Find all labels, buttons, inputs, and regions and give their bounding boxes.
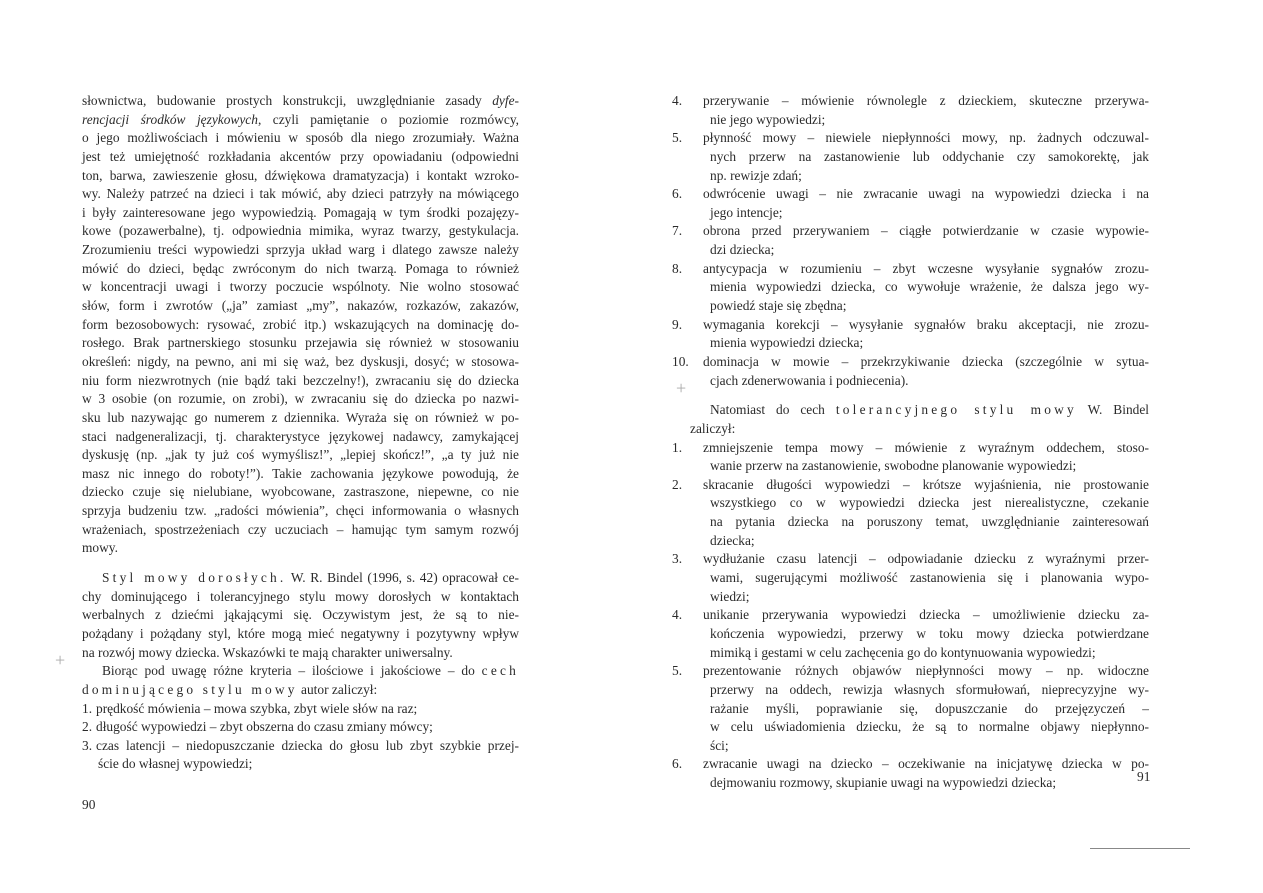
text-run: wydłużanie czasu latencji – odpowiadanie dziecku z wyraźnymi przer- (703, 551, 1149, 567)
text-run: kowe (pozawerbalne), tj. odpowiednia mimika, wyraz twarzy, gestykulacja. (82, 223, 519, 239)
list-item-text (703, 353, 1149, 372)
list-item-text (703, 476, 1149, 495)
text-run: długość wypowiedzi – zbyt obszerna do czasu zmiany mówcy; (96, 719, 433, 735)
list-number: 10. (672, 353, 689, 369)
spaced-emphasis: cech (481, 663, 519, 679)
text-line (82, 241, 519, 260)
list-item-line (82, 737, 519, 756)
text-run: dzi dziecka; (710, 242, 775, 258)
list-item-text (96, 737, 519, 756)
text-line (672, 681, 1149, 700)
text-run: ście do własnej wypowiedzi; (98, 756, 253, 772)
text-line (82, 167, 519, 186)
spaced-emphasis: dominującego stylu mowy (82, 681, 298, 697)
text-line (82, 111, 519, 130)
text-run: sprzyja budzeniu tzw. „radości mówienia”, chęci informowania o własnych (82, 503, 519, 519)
text-line (672, 420, 1149, 439)
list-item-text (703, 755, 1149, 774)
list-item-line (672, 755, 1149, 774)
text-line (672, 774, 1149, 793)
text-line (82, 588, 519, 607)
text-line (82, 353, 519, 372)
text-line (82, 662, 519, 681)
text-run: rażanie myśli, poprawianie się, dopuszczanie do przejęzyczeń – (710, 700, 1149, 716)
text-run: o jego możliwościach i mówieniu w sposób dla niego zrozumiały. Ważna (82, 130, 519, 146)
text-line (82, 316, 519, 335)
list-number: 4. (672, 607, 683, 623)
list-number: 9. (672, 316, 683, 332)
text-run: przerywanie – mówienie równolegle z dzieckiem, skuteczne przerywa- (703, 93, 1149, 108)
text-run: na pytania dziecka na poruszony temat, uwzględnianie zainteresowań (710, 514, 1149, 530)
text-line (82, 755, 519, 774)
list-number: 2. (672, 476, 683, 492)
text-run: wszystkiego co w wypowiedzi dziecka jest nierealistyczne, czekanie (710, 495, 1149, 511)
text-line (82, 409, 519, 428)
text-run: wymagania korekcji – wysyłanie sygnałów braku akceptacji, nie zrozu- (703, 316, 1149, 332)
text-run: jego intencje; (710, 204, 783, 220)
text-run: mienia wypowiedzi dziecka; (710, 335, 864, 351)
text-run: pożądany i pożądany styl, które mogą mieć negatywny i pozytywny wpływ (82, 625, 519, 641)
italic-term: dyfe- (492, 93, 519, 108)
text-line (672, 644, 1149, 663)
text-run: nych przerw na zastanowienie lub oddychanie czy samokorektę, jak (710, 148, 1149, 164)
left-page-text (82, 92, 519, 774)
text-run: skracanie długości wypowiedzi – krótsze wyjaśnienia, nie prostowanie (703, 476, 1149, 492)
text-run: słów, form i zwrotów („ja” zamiast „my”, nakazów, rozkazów, zakazów, (82, 298, 519, 314)
pencil-margin-mark: + (55, 650, 66, 670)
text-line (82, 428, 519, 447)
text-run: płynność mowy – niewiele niepłynności mowy, np. żadnych odczuwal- (703, 130, 1149, 146)
text-line (672, 625, 1149, 644)
text-run: zwracanie uwagi na dziecko – oczekiwanie na inicjatywę dziecka w po- (703, 756, 1149, 772)
text-run: prędkość mówienia – mowa szybka, zbyt wiele słów na raz; (96, 700, 418, 716)
list-item-line (672, 353, 1149, 372)
text-line (672, 334, 1149, 353)
text-line (82, 372, 519, 391)
text-line (672, 401, 1149, 420)
text-line (82, 625, 519, 644)
list-item-text (703, 185, 1149, 204)
text-run: wiedzi; (710, 588, 750, 604)
text-run: form bezosobowych: rysować, zrobić itp.) wskazujących na dominację do- (82, 316, 519, 332)
text-line (82, 569, 519, 588)
text-run: chy dominującego i tolerancyjnego stylu mowy dorosłych w kontaktach (82, 588, 519, 604)
text-run: odwrócenie uwagi – nie zwracanie uwagi na wypowiedzi dziecka i na (703, 186, 1149, 202)
text-run: na rozwój mowy dziecka. Wskazówki te mają charakter uniwersalny. (82, 644, 453, 660)
text-line (82, 644, 519, 663)
text-run: rosłego. Brak partnerskiego stosunku przejawia się również w stosowaniu (82, 335, 519, 351)
text-run: mienia wypowiedzi dziecka, co wywołuje wrażenie, że dalsza jego wy- (710, 279, 1149, 295)
text-line (82, 92, 519, 111)
list-item-line (672, 550, 1149, 569)
text-line (82, 185, 519, 204)
list-number: 8. (672, 260, 683, 276)
text-run: unikanie przerywania wypowiedzi dziecka – umożliwienie dziecku za- (703, 607, 1149, 623)
list-item-line (672, 260, 1149, 279)
text-line (82, 483, 519, 502)
text-run: W. Bindel (1076, 402, 1150, 418)
text-run: dejmowaniu rozmowy, skupianie uwagi na wypowiedzi dziecka; (710, 775, 1057, 791)
page-number-left: 90 (82, 797, 96, 812)
text-line (672, 513, 1149, 532)
text-line (672, 700, 1149, 719)
list-item-text (703, 550, 1149, 569)
text-run: kończenia wypowiedzi, przerwy w toku mowy dziecka potwierdzane (710, 625, 1149, 641)
text-run: ści; (710, 737, 729, 753)
text-run: wrażeniach, spostrzeżeniach czy uczuciach – hamując tym samym rozwój (82, 521, 519, 537)
text-line (82, 222, 519, 241)
list-number: 2. (82, 719, 93, 735)
text-run: werbalnych z dziećmi jąkającymi się. Oczywistym jest, że są to nie- (82, 607, 519, 623)
text-run: prezentowanie różnych objawów niepłynności mowy – np. widoczne (703, 663, 1149, 679)
text-run: określeń: nigdy, na pewno, ani mi się waż, bez dyskusji, dosyć; w stosowa- (82, 353, 519, 369)
text-run: słownictwa, budowanie prostych konstrukcji, uwzględnianie zasady (82, 93, 493, 108)
text-line (672, 372, 1149, 391)
list-item-line (672, 662, 1149, 681)
text-line (82, 502, 519, 521)
text-run: wami, sugerującymi możliwość zastanowienia się i planowania wypo- (710, 570, 1149, 586)
text-run: czas latencji – niedopuszczanie dziecka do głosu lub zbyt szybkie przej- (96, 737, 519, 753)
text-run: cjach zdenerwowania i podniecenia). (710, 372, 909, 388)
list-number: 6. (672, 186, 683, 202)
list-item-text (703, 316, 1149, 335)
text-run: zaliczył: (690, 420, 736, 436)
text-run: w 3 osobie (on rozumie, on zrobi), w zwracaniu się do dziecka po nazwi- (82, 391, 519, 407)
text-line (82, 390, 519, 409)
text-run: staci nadgeneralizacji, tj. charakterystyce językowej nadawcy, zamykającej (82, 428, 519, 444)
text-line (82, 521, 519, 540)
list-item-line (82, 700, 519, 719)
list-item-line (672, 222, 1149, 241)
text-line (672, 718, 1149, 737)
text-line (672, 297, 1149, 316)
list-item-line (82, 718, 519, 737)
text-line (82, 465, 519, 484)
text-line (82, 539, 519, 558)
list-item-line (672, 439, 1149, 458)
text-run: w koncentracji uwagi i tworzy poczucie wspólnoty. Nie wolno stosować (82, 279, 519, 295)
text-run: mówić do dzieci, będąc zwróconym do nich twarzą. Pomaga to również (82, 260, 519, 276)
text-line (672, 569, 1149, 588)
list-item-text (703, 222, 1149, 241)
list-item-text (703, 260, 1149, 279)
list-number: 6. (672, 756, 683, 772)
list-item-text (703, 129, 1149, 148)
text-line (672, 167, 1149, 186)
list-item-text (96, 700, 519, 719)
text-line (672, 111, 1149, 130)
list-number: 7. (672, 223, 683, 239)
text-run: jest też umiejętność rozkładania akcentów przy opowiadaniu (odpowiedni (82, 148, 519, 164)
text-line (82, 204, 519, 223)
text-run: Natomiast do cech (710, 402, 836, 418)
text-line (82, 278, 519, 297)
list-number: 5. (672, 663, 683, 679)
text-line (672, 278, 1149, 297)
text-line (82, 260, 519, 279)
page-number-right: 91 (1137, 769, 1151, 784)
text-run: autor zaliczył: (297, 681, 378, 697)
list-number: 4. (672, 93, 683, 108)
text-run: powiedź staje się zbędna; (710, 298, 847, 314)
text-run: w celu uświadomienia dziecku, że są to normalne objawy niepłynno- (710, 719, 1149, 735)
text-line (672, 588, 1149, 607)
list-item-line (672, 316, 1149, 335)
text-line (672, 457, 1149, 476)
text-line (672, 241, 1149, 260)
text-line (82, 606, 519, 625)
list-number: 5. (672, 130, 683, 146)
text-run: obrona przed przerywaniem – ciągłe potwierdzanie w czasie wypowie- (703, 223, 1149, 239)
text-run: przerwy na oddech, rewizja własnych sformułowań, nieprecyzyjne wy- (710, 681, 1149, 697)
text-run: mowy. (82, 540, 118, 556)
text-line (672, 204, 1149, 223)
text-line (82, 334, 519, 353)
text-run: Biorąc pod uwagę różne kryteria – ilościowe i jakościowe – do (102, 663, 482, 679)
text-run: mimiką i gestami w celu zachęcenia go do kontynuowania wypowiedzi; (710, 644, 1096, 660)
list-item-text (96, 718, 519, 737)
text-run: dziecka; (710, 532, 755, 548)
text-run: wanie przerw na zastanowienie, swobodne planowanie wypowiedzi; (710, 458, 1077, 474)
list-item-text (703, 662, 1149, 681)
list-item-line (672, 185, 1149, 204)
list-item-line (672, 129, 1149, 148)
text-run: nie jego wypowiedzi; (710, 111, 826, 127)
list-number: 3. (672, 551, 683, 567)
text-line (672, 148, 1149, 167)
spaced-emphasis: tolerancyjnego stylu mowy (835, 402, 1077, 418)
text-run: sku lub nazywając go numerem z dziennika. Wyraża się on również w po- (82, 409, 519, 425)
text-line (672, 737, 1149, 756)
text-run: W. R. Bindel (1996, s. 42) opracował ce- (286, 570, 519, 586)
text-run: antycypacja w rozumieniu – zbyt wczesne wysyłanie sygnałów zrozu- (703, 260, 1149, 276)
list-number: 3. (82, 737, 93, 753)
pencil-margin-mark: + (676, 378, 687, 398)
text-line (82, 129, 519, 148)
list-item-line (672, 476, 1149, 495)
text-run: wy. Należy patrzeć na dzieci i tak mówić, aby dzieci patrzyły na mówiącego (82, 186, 519, 202)
text-line (82, 446, 519, 465)
text-line (82, 148, 519, 167)
text-run: dziecko czuje się nielubiane, wyobcowane, zastraszone, niepewne, co nie (82, 484, 519, 500)
text-run: i były zainteresowane jego wypowiedzią. Pomagają w tym środki pozajęzy- (82, 204, 519, 220)
text-line (672, 532, 1149, 551)
text-run: dyskusję (np. „jak ty już coś wymyślisz!”, „lepiej skończ!”, „a ty już nie (82, 447, 519, 463)
text-run: , czyli pamiętanie o poziomie rozmówcy, (257, 111, 519, 127)
text-run: dominacja w mowie – przekrzykiwanie dziecka (szczególnie w sytua- (703, 353, 1149, 369)
list-item-text (703, 92, 1149, 111)
right-page-text (672, 92, 1149, 793)
list-number: 1. (82, 700, 93, 716)
text-run: zmniejszenie tempa mowy – mówienie z wyraźnym oddechem, stoso- (703, 439, 1149, 455)
text-run: ton, barwa, zawieszenie głosu, dźwiękowa dramatyzacja) i kontakt wzroko- (82, 167, 519, 183)
scan-edge-line (1090, 848, 1190, 849)
text-line (82, 297, 519, 316)
text-run: niu form niezwrotnych (nie bądź taki bezczelny!), zwracaniu się do dziecka (82, 372, 519, 388)
text-line (672, 494, 1149, 513)
text-run: np. rewizje zdań; (710, 167, 802, 183)
list-item-text (703, 439, 1149, 458)
list-item-text (703, 606, 1149, 625)
list-number: 1. (672, 439, 683, 455)
text-run: Zrozumieniu treści wypowiedzi sprzyja układ warg i dlatego zawsze należy (82, 242, 519, 258)
text-run: masz nic innego do roboty!”). Takie zachowania językowe powodują, że (82, 465, 519, 481)
list-item-line (672, 606, 1149, 625)
list-item-line (672, 92, 1149, 111)
italic-term: rencjacji środków językowych (82, 111, 258, 127)
text-line (82, 681, 519, 700)
spaced-emphasis: Styl mowy dorosłych. (102, 570, 287, 586)
